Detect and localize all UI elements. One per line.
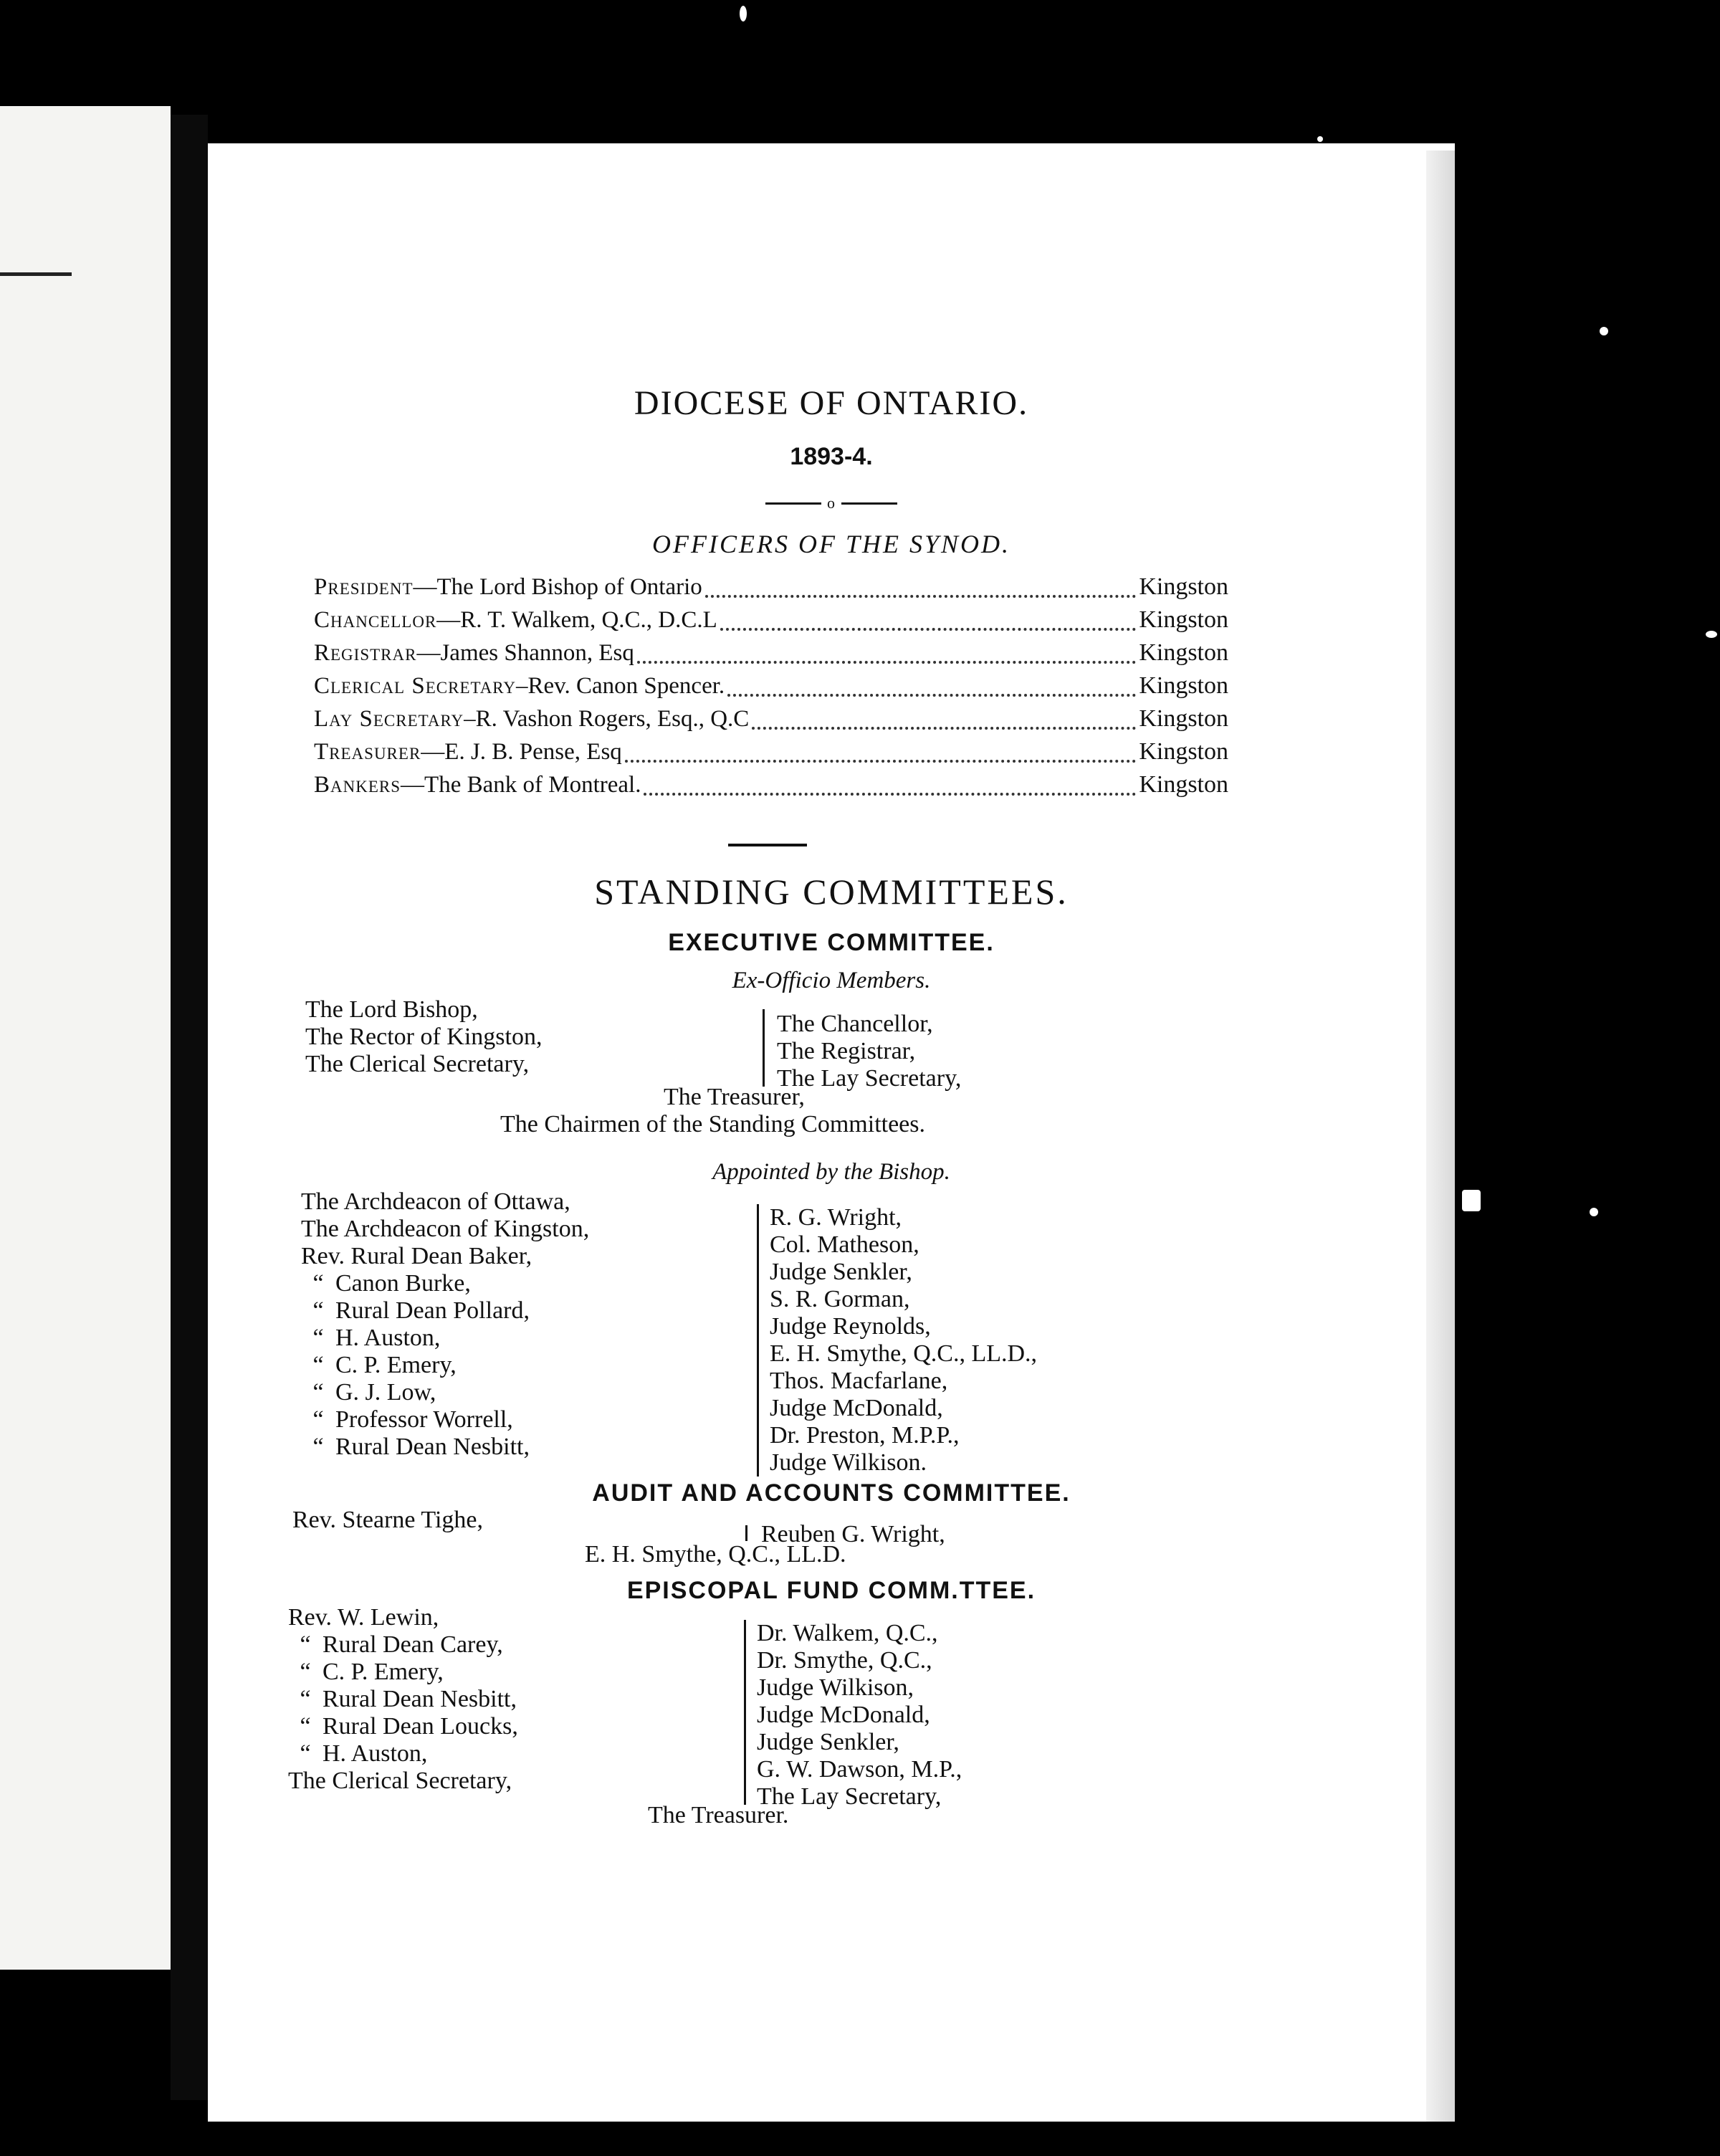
member-name: Rural Dean Loucks, <box>322 1713 518 1740</box>
member-name: Judge Senkler, <box>757 1729 899 1755</box>
list-item <box>301 1379 589 1406</box>
member-name: Judge Reynolds, <box>770 1313 931 1340</box>
scan-speck <box>740 6 747 22</box>
audit-committee-heading: AUDIT AND ACCOUNTS COMMITTEE. <box>592 1479 1071 1507</box>
ditto-mark: “ <box>300 1631 311 1658</box>
member-name: Rural Dean Pollard, <box>335 1297 530 1324</box>
ditto-mark: “ <box>300 1713 311 1740</box>
list-item <box>288 1713 518 1740</box>
member-name: The Clerical Secretary, <box>305 1051 530 1077</box>
episcopal-left-column <box>288 1604 518 1795</box>
facing-page-edge <box>0 106 171 1970</box>
column-divider <box>757 1204 759 1477</box>
member-name: Thos. Macfarlane, <box>770 1368 948 1394</box>
officer-row <box>314 573 1228 606</box>
member-name: The Lay Secretary, <box>757 1783 942 1810</box>
member-name: The Lay Secretary, <box>777 1065 962 1092</box>
book-gutter <box>171 115 208 2100</box>
list-item <box>288 1659 518 1686</box>
member-name: Judge McDonald, <box>757 1702 930 1728</box>
member-name: Rural Dean Carey, <box>322 1631 503 1658</box>
officer-name: –Rev. Canon Spencer. <box>516 673 725 699</box>
member-name: E. H. Smythe, Q.C., LL.D., <box>770 1340 1038 1367</box>
dot-leader <box>625 760 1137 763</box>
ditto-mark: “ <box>312 1352 324 1378</box>
member-name: C. P. Emery, <box>335 1352 457 1378</box>
ditto-mark: “ <box>300 1686 311 1712</box>
member-name: The Treasurer. <box>648 1802 789 1828</box>
dot-leader <box>727 694 1136 697</box>
list-item <box>301 1270 589 1297</box>
ornamental-separator: o <box>208 491 1455 512</box>
member-name: Judge Senkler, <box>770 1259 912 1285</box>
member-name: Judge Wilkison. <box>770 1449 927 1476</box>
member-name: Professor Worrell, <box>335 1406 513 1433</box>
officer-role: Clerical Secretary <box>314 673 516 699</box>
ditto-mark: “ <box>312 1325 324 1351</box>
member-name: Rural Dean Nesbitt, <box>322 1686 517 1712</box>
officer-place: Kingston <box>1139 672 1228 699</box>
member-name: Col. Matheson, <box>770 1231 919 1258</box>
member-name: Reuben G. Wright, <box>761 1521 945 1547</box>
column-divider <box>763 1009 765 1087</box>
ditto-mark: “ <box>312 1297 324 1324</box>
officer-row <box>314 738 1228 771</box>
member-name: Dr. Preston, M.P.P., <box>770 1422 960 1449</box>
member-name: The Chairmen of the Standing Committees. <box>500 1111 926 1137</box>
member-name: R. G. Wright, <box>770 1204 902 1231</box>
member-name: Judge McDonald, <box>770 1395 943 1421</box>
officer-row <box>314 771 1228 804</box>
officer-place: Kingston <box>1139 606 1228 633</box>
dot-leader <box>720 628 1137 631</box>
appointed-right-column <box>770 1204 1037 1477</box>
member-name: H. Auston, <box>335 1325 441 1351</box>
appointed-left-column <box>301 1188 589 1461</box>
appointed-heading: Appointed by the Bishop. <box>712 1159 950 1185</box>
scan-speck <box>1590 1208 1598 1216</box>
section-rule <box>728 844 807 846</box>
member-name: The Registrar, <box>777 1038 916 1064</box>
scan-speck <box>1317 136 1323 142</box>
list-item <box>301 1352 589 1379</box>
ex-officio-left-column <box>305 996 543 1078</box>
member-name: Dr. Walkem, Q.C., <box>757 1620 938 1646</box>
officer-role: Lay Secretary <box>314 706 464 732</box>
ditto-mark: “ <box>312 1406 324 1433</box>
member-name: S. R. Gorman, <box>770 1286 910 1312</box>
list-item <box>301 1297 589 1325</box>
list-item <box>288 1631 518 1659</box>
member-name: H. Auston, <box>322 1740 428 1767</box>
ditto-mark: “ <box>312 1379 324 1406</box>
officer-name: —E. J. B. Pense, Esq <box>421 739 622 765</box>
officer-role: Chancellor <box>314 607 437 633</box>
member-name: Rev. W. Lewin, <box>288 1604 439 1631</box>
document-year: 1893-4. <box>790 443 873 470</box>
member-name: The Clerical Secretary, <box>288 1768 512 1794</box>
officer-name: –R. Vashon Rogers, Esq., Q.C <box>464 706 750 732</box>
member-name: C. P. Emery, <box>322 1659 444 1685</box>
officer-name: —The Lord Bishop of Ontario <box>413 574 702 600</box>
executive-committee-heading: EXECUTIVE COMMITTEE. <box>668 929 995 956</box>
officer-place: Kingston <box>1139 573 1228 600</box>
ex-officio-heading: Ex-Officio Members. <box>732 968 931 993</box>
ex-officio-right-column <box>777 1011 961 1092</box>
member-name: G. J. Low, <box>335 1379 436 1406</box>
scan-speck <box>1600 327 1608 335</box>
dot-leader <box>705 595 1137 598</box>
officer-name: —R. T. Walkem, Q.C., D.C.L <box>436 607 717 633</box>
officer-place: Kingston <box>1139 771 1228 798</box>
list-item <box>288 1686 518 1713</box>
list-item <box>301 1406 589 1434</box>
dot-leader <box>637 661 1136 664</box>
ditto-mark: “ <box>312 1434 324 1460</box>
dot-leader <box>752 727 1136 730</box>
member-name: The Rector of Kingston, <box>305 1024 543 1050</box>
officer-place: Kingston <box>1139 738 1228 765</box>
member-name: The Archdeacon of Ottawa, <box>301 1188 570 1215</box>
officer-role: Bankers <box>314 772 401 798</box>
member-name: The Lord Bishop, <box>305 996 478 1023</box>
ditto-mark: “ <box>300 1740 311 1767</box>
ditto-mark: “ <box>300 1659 311 1685</box>
member-name: The Treasurer, <box>664 1084 805 1110</box>
member-name: E. H. Smythe, Q.C., LL.D. <box>585 1541 846 1568</box>
officers-heading: OFFICERS OF THE SYNOD. <box>652 530 1010 558</box>
member-name: Canon Burke, <box>335 1270 471 1297</box>
officer-row <box>314 639 1228 672</box>
standing-committees-heading: STANDING COMMITTEES. <box>594 872 1069 912</box>
episcopal-fund-heading: EPISCOPAL FUND COMM.TTEE. <box>626 1577 1036 1604</box>
column-divider <box>745 1525 747 1541</box>
officer-role: Treasurer <box>314 739 421 765</box>
scan-speck <box>1706 631 1717 638</box>
officer-name: —The Bank of Montreal. <box>401 772 641 798</box>
member-name: Dr. Smythe, Q.C., <box>757 1647 932 1674</box>
member-name: Rev. Rural Dean Baker, <box>301 1243 532 1269</box>
officer-row <box>314 606 1228 639</box>
episcopal-right-column <box>757 1620 962 1811</box>
list-item <box>301 1434 589 1461</box>
officer-place: Kingston <box>1139 705 1228 732</box>
officer-name: —James Shannon, Esq <box>416 640 634 666</box>
member-name: Rural Dean Nesbitt, <box>335 1434 530 1460</box>
officer-row <box>314 705 1228 738</box>
member-name: G. W. Dawson, M.P., <box>757 1756 962 1783</box>
facing-page-rule <box>0 272 72 276</box>
member-name: Judge Wilkison, <box>757 1674 914 1701</box>
list-item <box>301 1325 589 1352</box>
column-divider <box>744 1620 746 1805</box>
officer-role: President <box>314 574 414 600</box>
member-name: The Archdeacon of Kingston, <box>301 1216 590 1242</box>
officer-role: Registrar <box>314 640 417 666</box>
ditto-mark: “ <box>312 1270 324 1297</box>
dot-leader <box>644 793 1136 796</box>
member-name: The Chancellor, <box>777 1011 933 1037</box>
member-name: Rev. Stearne Tighe, <box>292 1507 484 1533</box>
officer-place: Kingston <box>1139 639 1228 666</box>
list-item <box>288 1740 518 1768</box>
document-title: DIOCESE OF ONTARIO. <box>634 384 1029 422</box>
officer-row <box>314 672 1228 705</box>
scan-speck <box>1462 1190 1481 1211</box>
officers-list <box>314 573 1228 804</box>
